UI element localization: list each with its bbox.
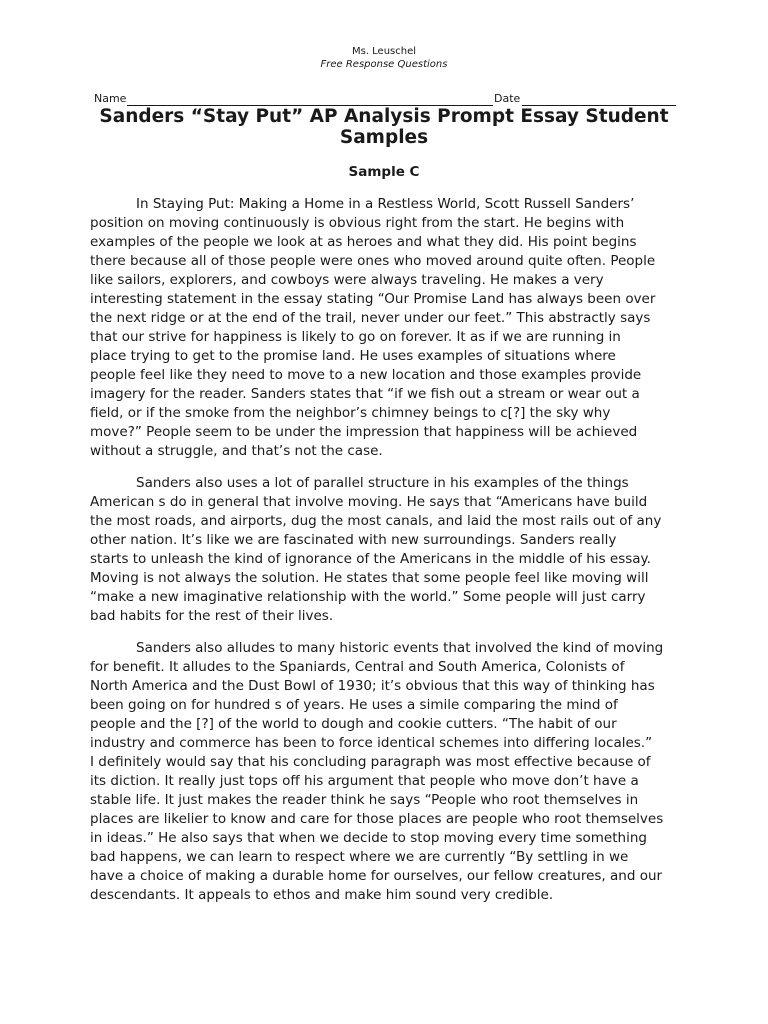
essay-line: been going on for hundred s of years. He uses a simile comparing the mind of bbox=[90, 697, 618, 713]
page-title bbox=[90, 106, 678, 148]
title-line-1: Sanders “Stay Put” AP Analysis Prompt Essay Student bbox=[99, 106, 669, 127]
essay-line: interesting statement in the essay stating “Our Promise Land has always been over bbox=[90, 291, 656, 307]
essay-line: the most roads, and airports, dug the most canals, and laid the most rails out of any bbox=[90, 513, 662, 529]
essay-paragraph bbox=[90, 195, 684, 461]
essay-body bbox=[90, 195, 684, 918]
essay-line: “make a new imaginative relationship with the world.” Some people will just carry bbox=[90, 589, 646, 605]
essay-line: that our strive for happiness is likely to go on forever. It as if we are running in bbox=[90, 329, 621, 345]
essay-line: the next ridge or at the end of the trail, never under our feet.” This abstractly says bbox=[90, 310, 651, 326]
sample-label: Sample C bbox=[348, 164, 420, 180]
essay-line: position on moving continuously is obvious right from the start. He begins with bbox=[90, 215, 625, 231]
essay-line: people feel like they need to move to a new location and those examples provide bbox=[90, 367, 642, 383]
essay-line: like sailors, explorers, and cowboys were always traveling. He makes a very bbox=[90, 272, 604, 288]
name-label: Name bbox=[94, 92, 127, 105]
essay-line: industry and commerce has been to force identical schemes into differing locales.” bbox=[90, 735, 653, 751]
header-teacher-name: Ms. Leuschel bbox=[351, 46, 417, 57]
essay-line: have a choice of making a durable home for ourselves, our fellow creatures, and our bbox=[90, 868, 663, 884]
essay-paragraph bbox=[90, 474, 684, 626]
title-line-2: Samples bbox=[339, 127, 429, 148]
essay-line: its diction. It really just tops off his argument that people who move don’t have a bbox=[90, 773, 639, 789]
essay-line: starts to unleash the kind of ignorance of the Americans in the middle of his essay. bbox=[90, 551, 651, 567]
essay-line: there because all of those people were ones who moved around quite often. People bbox=[90, 253, 656, 269]
essay-line: examples of the people we look at as heroes and what they did. His point begins bbox=[90, 234, 637, 250]
essay-line: people and the [?] of the world to dough and cookie cutters. “The habit of our bbox=[90, 716, 617, 732]
essay-line: American s do in general that involve moving. He says that “Americans have build bbox=[90, 494, 648, 510]
essay-line: Sanders also alludes to many historic events that involved the kind of moving bbox=[136, 640, 664, 656]
essay-line: I definitely would say that his concluding paragraph was most effective because of bbox=[90, 754, 651, 770]
essay-paragraph bbox=[90, 639, 684, 905]
essay-line: places are likelier to know and care for those places are people who root themselves bbox=[90, 811, 664, 827]
essay-line: stable life. It just makes the reader think he says “People who root themselves in bbox=[90, 792, 639, 808]
header-subtitle: Free Response Questions bbox=[320, 59, 448, 70]
essay-line: for benefit. It alludes to the Spaniards, Central and South America, Colonists of bbox=[90, 659, 625, 675]
essay-line: imagery for the reader. Sanders states that “if we fish out a stream or wear out a bbox=[90, 386, 640, 402]
essay-line: other nation. It’s like we are fascinated with new surroundings. Sanders really bbox=[90, 532, 617, 548]
essay-line: Sanders also uses a lot of parallel structure in his examples of the things bbox=[136, 475, 629, 491]
essay-line: bad habits for the rest of their lives. bbox=[90, 608, 334, 624]
essay-line: bad happens, we can learn to respect where we are currently “By settling in we bbox=[90, 849, 629, 865]
essay-line: without a struggle, and that’s not the case. bbox=[90, 443, 383, 459]
essay-line: North America and the Dust Bowl of 1930; it’s obvious that this way of thinking has bbox=[90, 678, 655, 694]
essay-line: place trying to get to the promise land. He uses examples of situations where bbox=[90, 348, 616, 364]
essay-line: In Staying Put: Making a Home in a Restless World, Scott Russell Sanders’ bbox=[136, 196, 635, 212]
essay-line: Moving is not always the solution. He states that some people feel like moving will bbox=[90, 570, 649, 586]
date-label: Date bbox=[494, 92, 521, 105]
essay-line: in ideas.” He also says that when we decide to stop moving every time something bbox=[90, 830, 647, 846]
essay-line: descendants. It appeals to ethos and make him sound very credible. bbox=[90, 887, 554, 903]
essay-line: move?” People seem to be under the impression that happiness will be achieved bbox=[90, 424, 638, 440]
essay-line: field, or if the smoke from the neighbor’s chimney beings to c[?] the sky why bbox=[90, 405, 611, 421]
